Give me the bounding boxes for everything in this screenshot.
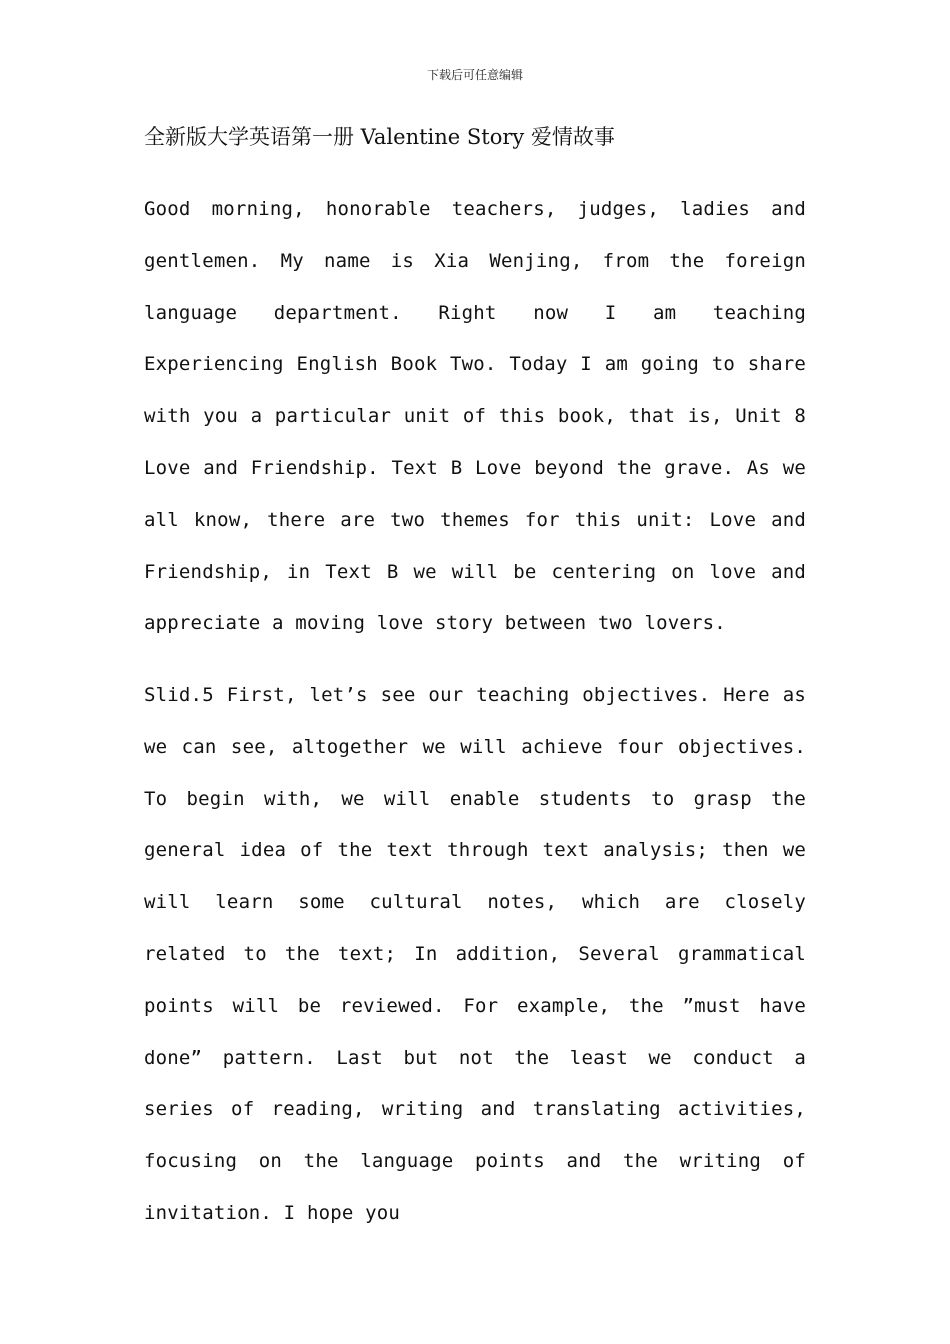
document-title: 全新版大学英语第一册 Valentine Story 爱情故事 — [144, 125, 615, 149]
header-note: 下载后可任意编辑 — [426, 68, 523, 82]
paragraph-objectives: Slid.5 First, let’s see our teaching objectives. Here as we can see, altogether we will achieve four objectives. To begin with, we will enable students to grasp the general idea of the text through text analysis; then we will learn some cultural notes, which are closely related to the text; In addition, Several grammatical points will be reviewed. For example, the ”must have done” pattern. Last but not the least we conduct a series of reading, writing and translating activities, focusing on the language points and the writing of invitation. I hope you — [144, 684, 806, 1224]
paragraph-intro: Good morning, honorable teachers, judges, ladies and gentlemen. My name is Xia Wenjing, from the foreign language department. Right now I am teaching Experiencing English Book Two. Today I am going to share with you a particular unit of this book, that is, Unit 8 Love and Friendship. Text B Love beyond the grave. As we all know, there are two themes for this unit: Love and Friendship, in Text B we will be centering on love and appreciate a moving love story between two lovers. — [144, 198, 806, 635]
